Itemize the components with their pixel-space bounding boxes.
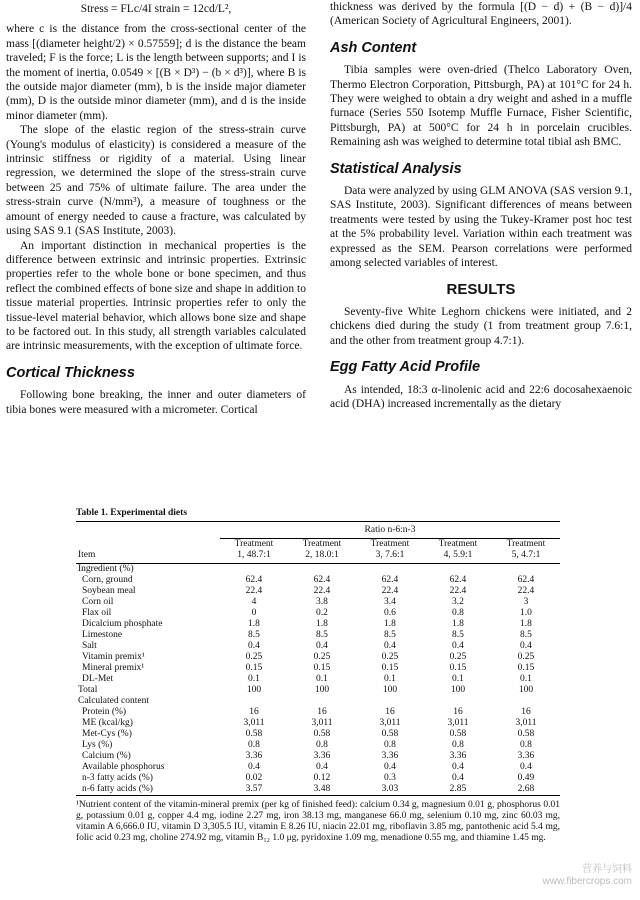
table-cell: 1.8 — [316, 619, 328, 629]
table-cell: 0.15 — [449, 663, 467, 673]
paragraph-thickness-formula: thickness was derived by the formula [(D − d) + (B − d)]/4 (American Society of Agricultural Engineers, 2001). — [330, 1, 632, 28]
row-label: DL-Met — [82, 674, 114, 684]
item-header: Item — [76, 539, 220, 564]
table-row — [76, 575, 560, 586]
table-cell: 0.4 — [452, 641, 464, 651]
table-cell: 100 — [246, 685, 262, 695]
table-cell — [424, 564, 492, 576]
table-cell: 0.25 — [245, 652, 263, 662]
table-cell: 62.4 — [313, 575, 331, 585]
table-cell: 2.85 — [424, 784, 492, 796]
table-cell: 0.8 — [452, 740, 464, 750]
paragraph-statistics: Data were analyzed by using GLM ANOVA (SAS version 9.1, SAS Institute, 2003). Significant differences of means between treatments were tested by using the Tukey-Kramer post hoc test at the 5% probability level. Variation within each treatment was expressed as the SEM. Pearson correlations were performed among selected variables of interest. — [330, 185, 632, 270]
table-cell: 62.4 — [381, 575, 399, 585]
table-cell: 16 — [521, 707, 531, 717]
table-row — [76, 652, 560, 663]
table-row — [76, 641, 560, 652]
table-cell: 0.49 — [517, 773, 535, 783]
table-cell: 0.8 — [452, 608, 464, 618]
table-cell: 100 — [314, 685, 330, 695]
table-cell: 8.5 — [248, 630, 260, 640]
table-cell: 3,011 — [311, 718, 333, 728]
row-label: Mineral premix¹ — [82, 663, 145, 673]
table-cell: 0.4 — [520, 762, 532, 772]
table-row — [76, 762, 560, 773]
table-footnote: ¹Nutrient content of the vitamin-mineral premix (per kg of finished feed): calcium 0.34 g, magnesium 0.01 g, phosphorus 0.01 g, potassium 0.01 g, copper 4.4 mg, iodine 2.27 mg, iron 38.13 mg, manganese 66.0 mg, selenium 0.10 mg, zinc 60.03 mg, vitamin A 6,666.0 IU, vitamin D 3,305.5 IU, vitamin E 8.26 IU, niacin 22.01 mg, riboflavin 3.85 mg, pantothenic acid 5.4 mg, folic acid 0.23 mg, choline 274.92 mg, vitamin B₁₂ 1.0 μg, pyridoxine 1.09 mg, menadione 0.55 mg, and thiamine 1.45 mg. — [76, 800, 560, 843]
ratio-header: Ratio n-6:n-3 — [220, 522, 560, 539]
table-cell: 16 — [249, 707, 259, 717]
table-cell: 0.4 — [452, 773, 464, 783]
table-cell: 0 — [251, 608, 257, 618]
table-cell: 0.1 — [316, 674, 328, 684]
treatment-ratio: 1, 48.7:1 — [237, 550, 271, 560]
table-row — [76, 685, 560, 696]
table-row — [76, 619, 560, 630]
row-label: Protein (%) — [82, 707, 127, 717]
paragraph-variables: where c is the distance from the cross-sectional center of the mass [(diameter height/2) × 0.57559]; d is the distance the beam traveled; F is the force; L is the length between supports; and I is the moment of inertia, 0.0549 × [(B × D³) − (b × d³)], where B is the outside major diameter (mm), b is the inside major diameter (mm), D is the outside minor diameter (mm), and d is the inside minor diameter (mm). — [6, 23, 306, 122]
table-cell: 3.4 — [384, 597, 396, 607]
table-cell: 3.57 — [220, 784, 288, 796]
table-cell: 0.8 — [520, 740, 532, 750]
table-cell: 0.8 — [248, 740, 260, 750]
table-cell: 0.1 — [384, 674, 396, 684]
table-cell: 0.58 — [381, 729, 399, 739]
table-cell: 16 — [385, 707, 395, 717]
table-cell: 0.15 — [381, 663, 399, 673]
table-cell — [220, 696, 288, 707]
table-cell: 3.36 — [381, 751, 399, 761]
heading-results: RESULTS — [446, 280, 516, 298]
table-cell: 1.8 — [248, 619, 260, 629]
row-label: n-3 fatty acids (%) — [82, 773, 153, 783]
table-cell: 0.58 — [245, 729, 263, 739]
table-cell: 16 — [453, 707, 463, 717]
watermark — [543, 864, 632, 888]
table-cell: 0.2 — [316, 608, 328, 618]
table-cell: 22.4 — [517, 586, 535, 596]
treatment-ratio: 2, 18.0:1 — [305, 550, 339, 560]
table-cell: 0.25 — [517, 652, 535, 662]
table-row — [76, 608, 560, 619]
table-cell: 100 — [518, 685, 534, 695]
treatment-label: Treatment — [506, 539, 546, 549]
table-row — [76, 718, 560, 729]
diet-table — [76, 521, 560, 796]
treatment-label: Treatment — [370, 539, 410, 549]
table-row — [76, 773, 560, 784]
row-label: Calculated content — [78, 696, 149, 706]
table-cell — [288, 564, 356, 576]
table-cell — [356, 564, 424, 576]
table-row — [76, 784, 560, 796]
treatment-label: Treatment — [234, 539, 274, 549]
table-cell: 0.25 — [381, 652, 399, 662]
watermark-line2: www.fibercrops.com — [542, 876, 632, 887]
treatment-header — [492, 539, 560, 564]
table-cell: 3.36 — [449, 751, 467, 761]
table-cell: 0.02 — [245, 773, 263, 783]
table-cell: 62.4 — [449, 575, 467, 585]
paragraph-cortical: Following bone breaking, the inner and outer diameters of tibia bones were measured with a micrometer. Cortical — [6, 389, 306, 416]
table-cell: 100 — [450, 685, 466, 695]
row-label: Ingredient (%) — [78, 564, 134, 574]
table-cell: 4 — [251, 597, 257, 607]
table-cell: 1.8 — [520, 619, 532, 629]
table-cell — [492, 564, 560, 576]
table-cell: 8.5 — [452, 630, 464, 640]
table-cell: 0.15 — [313, 663, 331, 673]
treatment-ratio: 5, 4.7:1 — [511, 550, 541, 560]
table-cell: 0.4 — [316, 641, 328, 651]
table-cell: 22.4 — [381, 586, 399, 596]
table-cell: 0.4 — [316, 762, 328, 772]
table-cell: 1.0 — [520, 608, 532, 618]
row-label: Corn, ground — [82, 575, 133, 585]
row-label: Calcium (%) — [82, 751, 131, 761]
table-cell: 3.03 — [356, 784, 424, 796]
table-cell: 0.15 — [245, 663, 263, 673]
table-cell: 0.58 — [449, 729, 467, 739]
paragraph-ash: Tibia samples were oven-dried (Thelco Laboratory Oven, Thermo Electron Corporation, Pittsburgh, PA) at 101°C for 24 h. They were weighed to obtain a dry weight and ashed in a muffle furnace (Series 550 Isotemp Muffle Furnace, Fisher Scientific, Pittsburgh, PA) at 500°C for 24 h in porcelain crucibles. Remaining ash was weighed to determine total tibial ash BMC. — [330, 64, 632, 149]
paragraph-egg: As intended, 18:3 α-linolenic acid and 22:6 docosahexaenoic acid (DHA) increased incrementally as the dietary — [330, 383, 632, 410]
treatment-header — [288, 539, 356, 564]
left-column — [6, 0, 306, 417]
table-cell: 3,011 — [515, 718, 537, 728]
table-cell: 3.2 — [452, 597, 464, 607]
table-cell: 0.8 — [316, 740, 328, 750]
table-cell — [424, 696, 492, 707]
table-cell: 8.5 — [384, 630, 396, 640]
table-cell: 0.6 — [384, 608, 396, 618]
table-cell: 0.4 — [384, 762, 396, 772]
table-row — [76, 564, 560, 576]
table-cell: 62.4 — [517, 575, 535, 585]
table-row — [76, 696, 560, 707]
table-cell: 0.4 — [452, 762, 464, 772]
row-label: Limestone — [82, 630, 123, 640]
table-cell: 0.58 — [517, 729, 535, 739]
row-label: Lys (%) — [82, 740, 113, 750]
row-label: Available phosphorus — [82, 762, 165, 772]
table-row — [76, 663, 560, 674]
table-cell — [220, 564, 288, 576]
row-label: Met-Cys (%) — [82, 729, 132, 739]
treatment-header — [356, 539, 424, 564]
row-label: Corn oil — [82, 597, 114, 607]
table-row — [76, 597, 560, 608]
table-cell: 0.4 — [248, 641, 260, 651]
table-cell: 3 — [523, 597, 529, 607]
experimental-diets-table — [76, 508, 560, 844]
table-cell: 22.4 — [313, 586, 331, 596]
row-label: Vitamin premix¹ — [82, 652, 145, 662]
table-cell: 0.1 — [520, 674, 532, 684]
table-cell: 3,011 — [447, 718, 469, 728]
row-label: Total — [78, 685, 98, 695]
table-row — [76, 740, 560, 751]
heading-cortical-thickness: Cortical Thickness — [6, 364, 135, 381]
table-cell: 22.4 — [449, 586, 467, 596]
table-cell — [356, 696, 424, 707]
table-cell: 0.1 — [248, 674, 260, 684]
table-cell: 3.36 — [313, 751, 331, 761]
table-cell: 0.4 — [384, 641, 396, 651]
table-cell: 16 — [317, 707, 327, 717]
table-cell: 3.36 — [245, 751, 263, 761]
paragraph-slope: The slope of the elastic region of the stress-strain curve (Young's modulus of elasticity) is considered a measure of the intrinsic stiffness or rigidity of a material. Using linear regression, we determined the slope of the stress-strain curve between 25 and 75% of ultimate failure. The area under the stress-strain curve (N/mm³), a measure of toughness or the amount of energy needed to cause a fracture, was calculated by using SAS 9.1 (SAS Institute, 2003). — [6, 124, 306, 238]
table-cell: 3,011 — [243, 718, 265, 728]
table-cell: 3.36 — [517, 751, 535, 761]
table-cell: 0.1 — [452, 674, 464, 684]
table-row — [76, 674, 560, 685]
table-cell: 100 — [382, 685, 398, 695]
table-row — [76, 707, 560, 718]
table-cell: 1.8 — [384, 619, 396, 629]
row-label: ME (kcal/kg) — [82, 718, 133, 728]
table-row — [76, 751, 560, 762]
table-row — [76, 586, 560, 597]
table-cell: 3,011 — [379, 718, 401, 728]
heading-ash-content: Ash Content — [330, 39, 417, 56]
table-cell: 62.4 — [245, 575, 263, 585]
table-cell: 1.8 — [452, 619, 464, 629]
row-label: Soybean meal — [82, 586, 136, 596]
table-cell: 2.68 — [492, 784, 560, 796]
table-row — [76, 729, 560, 740]
row-label: Salt — [82, 641, 97, 651]
treatment-ratio: 3, 7.6:1 — [375, 550, 405, 560]
row-label: Dicalcium phosphate — [82, 619, 163, 629]
heading-egg-fatty-acid: Egg Fatty Acid Profile — [330, 359, 481, 376]
table-cell: 8.5 — [316, 630, 328, 640]
heading-statistical-analysis: Statistical Analysis — [330, 160, 462, 177]
table-cell: 3.8 — [316, 597, 328, 607]
table-cell: 3.48 — [288, 784, 356, 796]
paragraph-properties: An important distinction in mechanical properties is the difference between extrinsic and intrinsic properties. Extrinsic properties refer to the whole bone or bone specimen, and thus reflect the combined effects of bone size and shape in addition to tissue material properties. Intrinsic properties refer to only the tissue-level material behavior, which allows bone size and shape to be factored out. In this study, all strength variables calculated are intrinsic measurements, with the exception of ultimate force. — [6, 239, 306, 353]
table-cell: 8.5 — [520, 630, 532, 640]
stress-strain-formula: Stress = FLc/4I strain = 12cd/L², — [80, 3, 232, 15]
watermark-line1: 营养与饲料 — [582, 864, 632, 875]
table-cell: 0.15 — [517, 663, 535, 673]
treatment-header — [424, 539, 492, 564]
table-cell: 0.8 — [384, 740, 396, 750]
table-cell: 0.58 — [313, 729, 331, 739]
row-label: n-6 fatty acids (%) — [76, 784, 220, 796]
table-cell: 0.4 — [520, 641, 532, 651]
row-label: Flax oil — [82, 608, 112, 618]
table-cell: 22.4 — [245, 586, 263, 596]
paragraph-results: Seventy-five White Leghorn chickens were initiated, and 2 chickens died during the study (1 from treatment group 7.6:1, and the other from treatment group 4.7:1). — [330, 305, 632, 347]
table-cell: 0.12 — [313, 773, 331, 783]
treatment-label: Treatment — [302, 539, 342, 549]
table-cell — [492, 696, 560, 707]
treatment-header — [220, 539, 288, 564]
table-cell: 0.25 — [449, 652, 467, 662]
table-title: Table 1. Experimental diets — [76, 508, 188, 518]
table-row — [76, 630, 560, 641]
treatment-label: Treatment — [438, 539, 478, 549]
table-cell — [288, 696, 356, 707]
table-cell: 0.3 — [384, 773, 396, 783]
table-cell: 0.25 — [313, 652, 331, 662]
table-cell: 0.4 — [248, 762, 260, 772]
treatment-ratio: 4, 5.9:1 — [443, 550, 473, 560]
right-column — [330, 0, 632, 411]
